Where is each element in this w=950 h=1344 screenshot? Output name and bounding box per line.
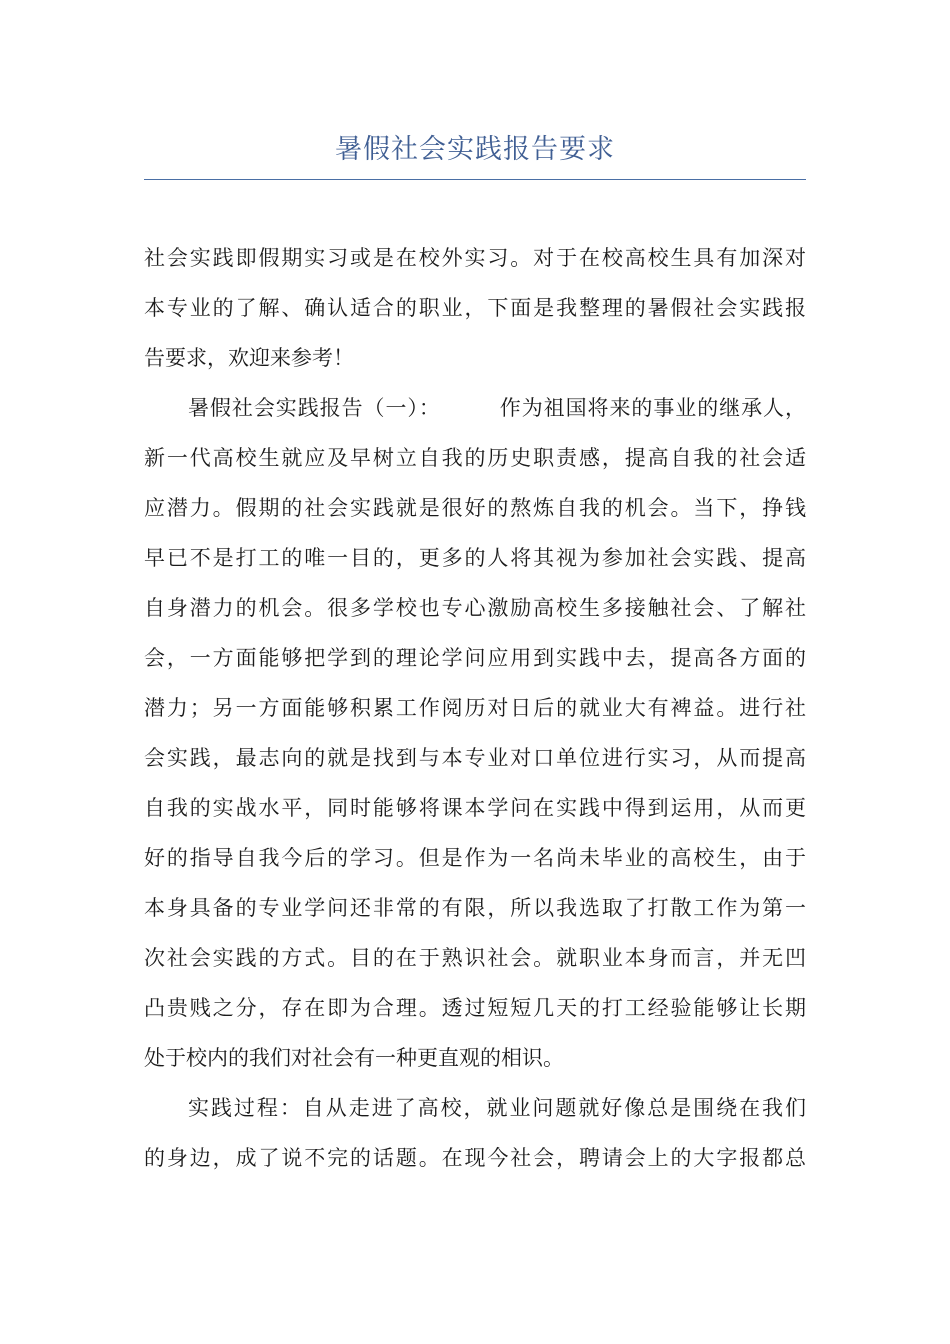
paragraph-2-line-11: 本身具备的专业学问还非常的有限，所以我选取了打散工作为第一 <box>144 896 806 920</box>
paragraph-2-line-8: 会实践，最志向的就是找到与本专业对口单位进行实习，从而提高 <box>144 746 806 770</box>
paragraph-2-line-13: 凸贵贱之分，存在即为合理。透过短短几天的打工经验能够让长期 <box>144 996 806 1020</box>
paragraph-1-line-2: 本专业的了解、确认适合的职业，下面是我整理的暑假社会实践报 <box>144 296 806 320</box>
title-underline <box>144 179 806 180</box>
paragraph-2-line-3: 应潜力。假期的社会实践就是很好的熬炼自我的机会。当下，挣钱 <box>144 496 806 520</box>
paragraph-2-line-5: 自身潜力的机会。很多学校也专心激励高校生多接触社会、了解社 <box>144 596 806 620</box>
document-title: 暑假社会实践报告要求 <box>335 134 615 165</box>
paragraph-2-line-6: 会，一方面能够把学到的理论学问应用到实践中去，提高各方面的 <box>144 646 806 670</box>
document-body <box>144 236 806 1186</box>
paragraph-2-line-7: 潜力；另一方面能够积累工作阅历对日后的就业大有裨益。进行社 <box>144 696 806 720</box>
paragraph-2-line-2: 新一代高校生就应及早树立自我的历史职责感，提高自我的社会适 <box>144 446 806 470</box>
paragraph-2-line-14: 处于校内的我们对社会有一种更直观的相识。 <box>144 1046 564 1070</box>
paragraph-2-line-1 <box>144 386 806 436</box>
paragraph-2-line-4: 早已不是打工的唯一目的，更多的人将其视为参加社会实践、提高 <box>144 546 806 570</box>
paragraph-1-line-1: 社会实践即假期实习或是在校外实习。对于在校高校生具有加深对 <box>144 246 806 270</box>
paragraph-1-line-3: 告要求，欢迎来参考！ <box>144 346 354 370</box>
paragraph-2-line-10: 好的指导自我今后的学习。但是作为一名尚未毕业的高校生，由于 <box>144 846 806 870</box>
report-heading: 暑假社会实践报告（一）： <box>188 396 441 420</box>
report-heading-tail: 作为祖国将来的事业的继承人， <box>498 396 806 420</box>
paragraph-2-line-9: 自我的实战水平，同时能够将课本学问在实践中得到运用，从而更 <box>144 796 806 820</box>
paragraph-3-line-1: 实践过程：自从走进了高校，就业问题就好像总是围绕在我们 <box>188 1096 806 1120</box>
paragraph-2-line-12: 次社会实践的方式。目的在于熟识社会。就职业本身而言，并无凹 <box>144 946 806 970</box>
paragraph-3-line-2: 的身边，成了说不完的话题。在现今社会，聘请会上的大字报都总 <box>144 1146 806 1170</box>
